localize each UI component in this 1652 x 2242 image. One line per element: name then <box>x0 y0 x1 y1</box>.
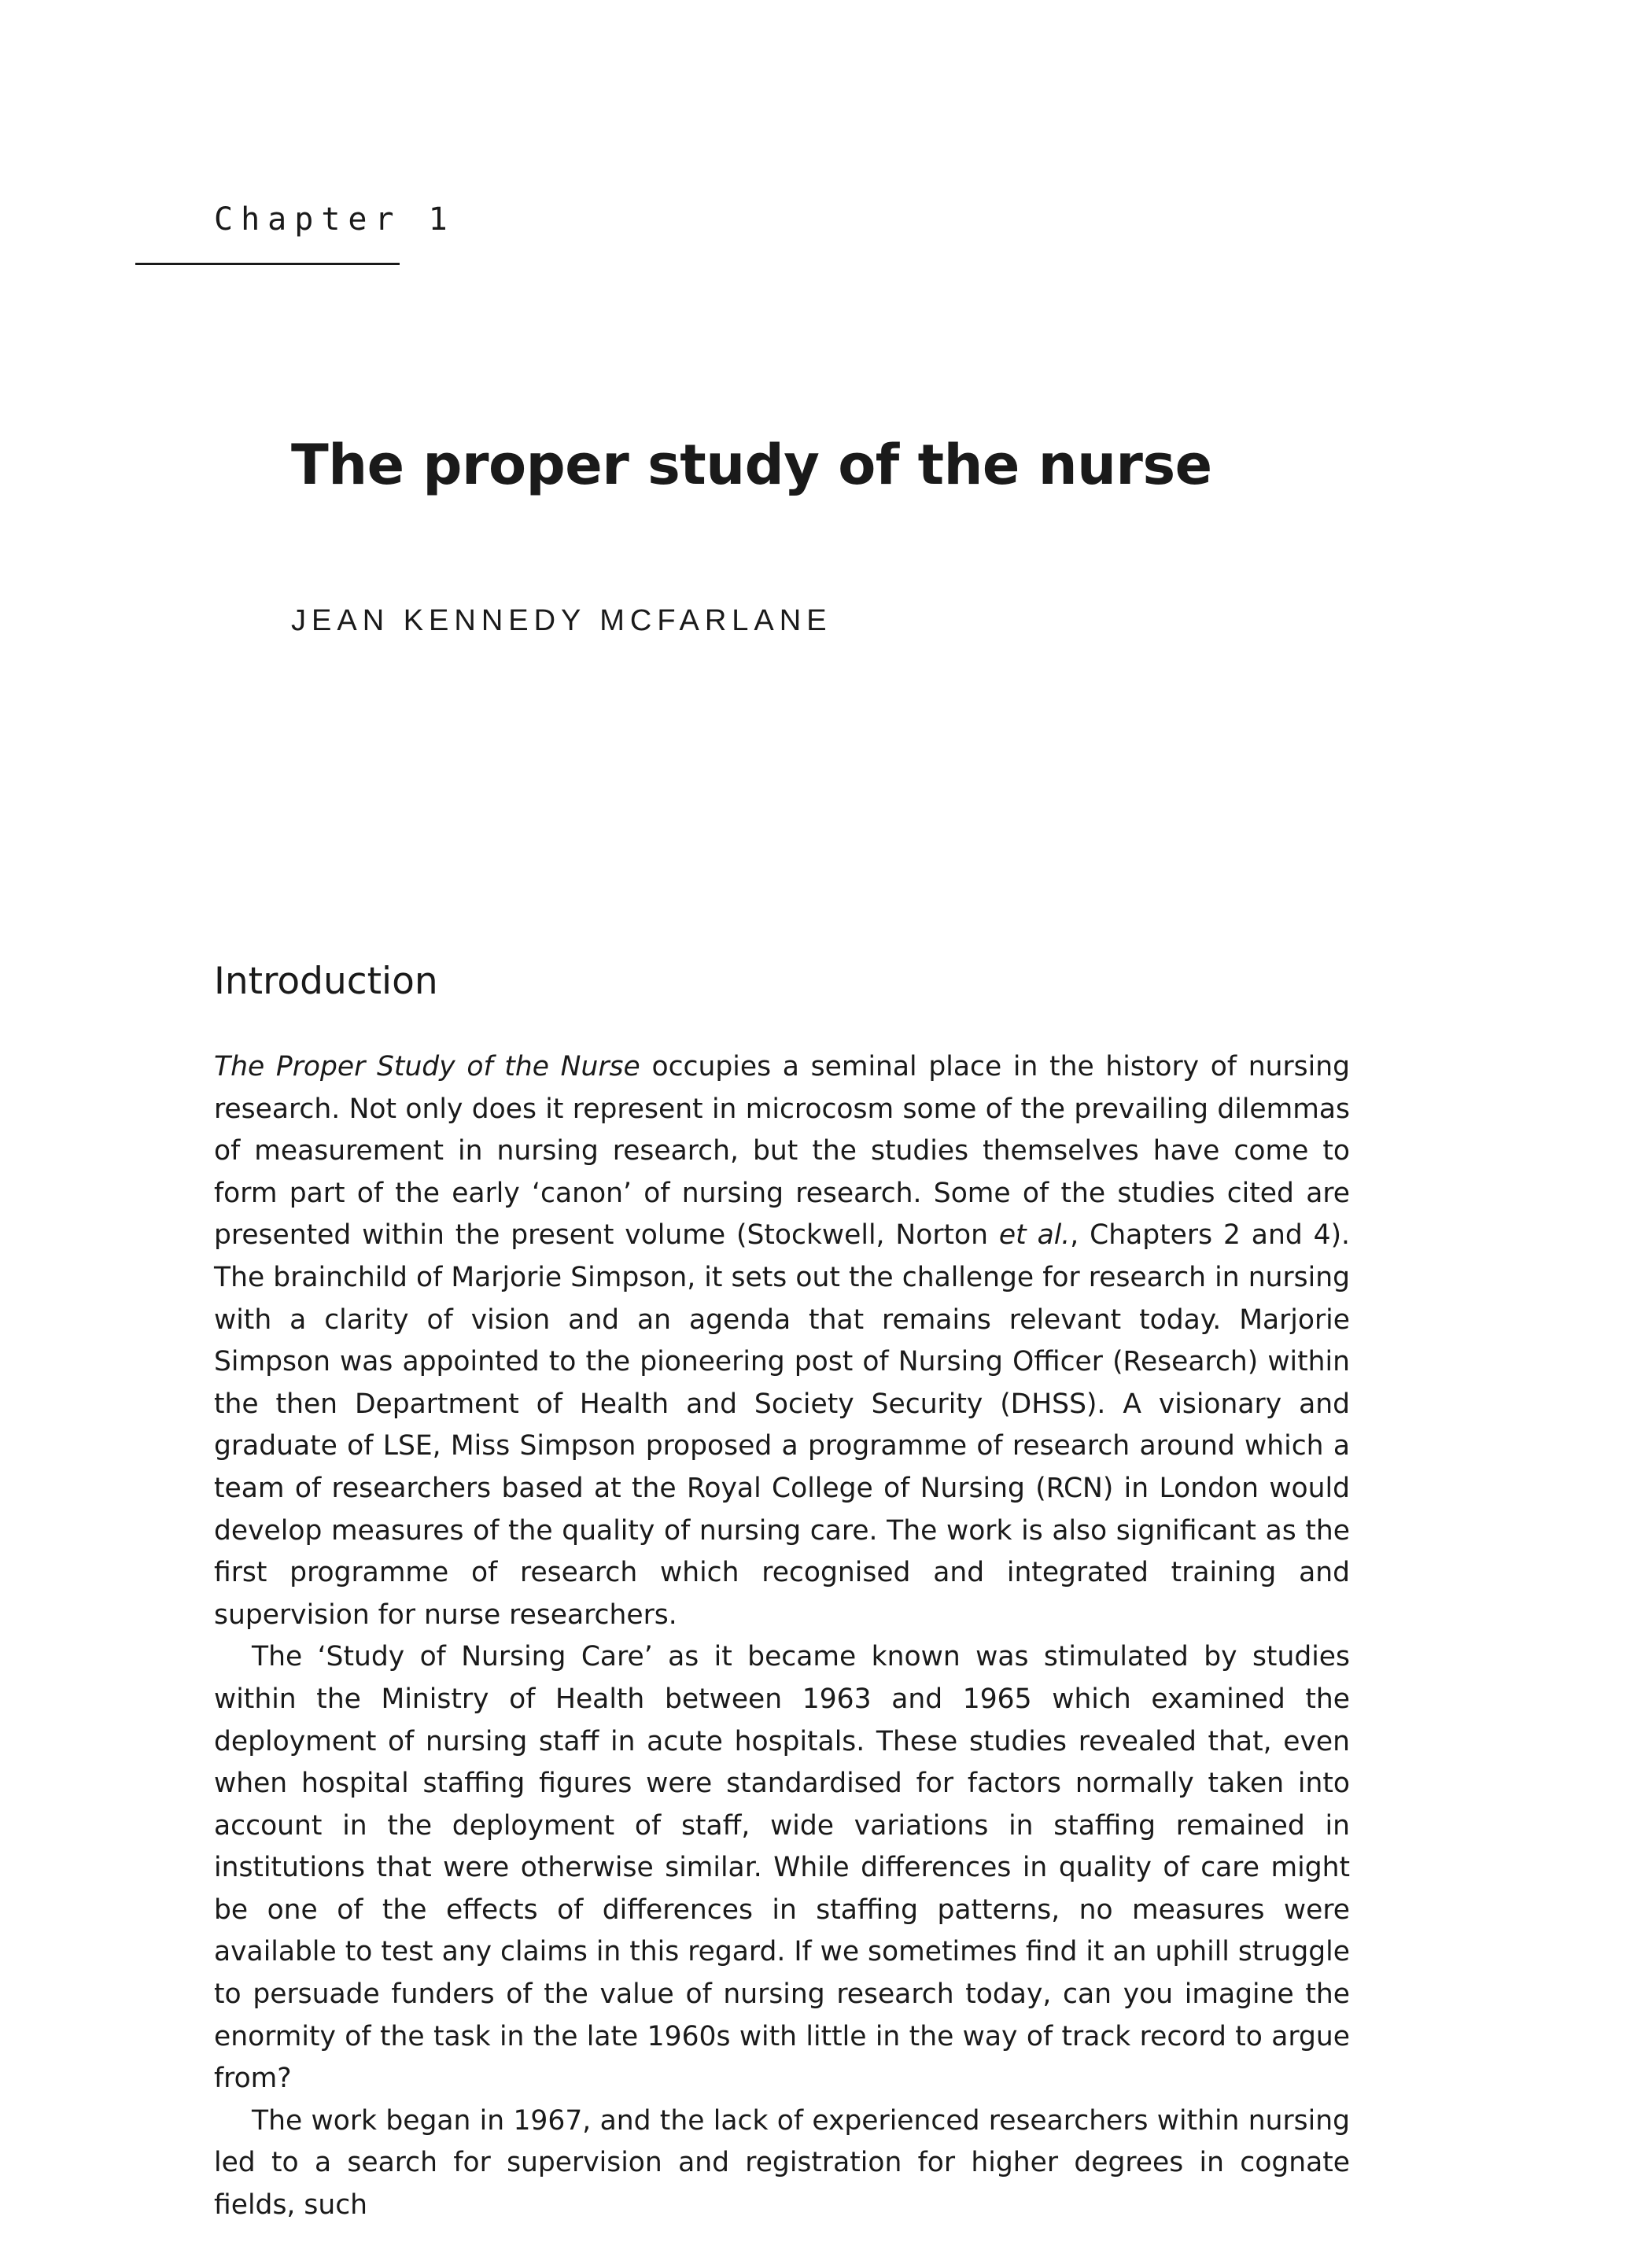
section-heading: Introduction <box>214 960 438 1003</box>
paragraph-1-text-b: , Chapters 2 and 4). The brainchild of Marjorie Simpson, it sets out the challenge for research in nursing with a clarity of vision and an agenda that remains relevant today. Marjorie Simpson was appointed to the pioneering post of Nursing Officer (Research) within the then Department of Health and Society Security (DHSS). A visionary and graduate of LSE, Miss Simpson proposed a programme of research around which a team of researchers based at the Royal College of Nursing (RCN) in London would develop measures of the quality of nursing care. The work is also significant as the first programme of research which recognised and integrated training and supervision for nurse researchers. <box>214 1219 1350 1631</box>
chapter-label: Chapter 1 <box>214 201 455 238</box>
book-title-italic: The Proper Study of the Nurse <box>214 1051 640 1082</box>
body-text <box>214 1046 1350 2227</box>
chapter-rule <box>135 263 400 265</box>
paragraph-1 <box>214 1046 1350 1636</box>
chapter-title: The proper study of the nurse <box>291 433 1212 497</box>
et-al-italic: et al. <box>998 1219 1071 1252</box>
paragraph-1-text-a: occupies a seminal place in the history of nursing research. Not only does it represent in microcosm some of the prevailing dilemmas of measurement in nursing research, but the studies themselves have come to form part of the early ‘canon’ of nursing research. Some of the studies cited are presented within the present volume (Stockwell, Norton <box>214 1051 1350 1252</box>
chapter-author: JEAN KENNEDY MCFARLANE <box>291 604 832 637</box>
paragraph-2: The ‘Study of Nursing Care’ as it became known was stimulated by studies within the Ministry of Health between 1963 and 1965 which examined the deployment of nursing staff in acute hospitals. These studies revealed that, even when hospital staffing figures were standardised for factors normally taken into account in the deployment of staff, wide variations in staffing remained in institutions that were otherwise similar. While differences in quality of care might be one of the effects of differences in staffing patterns, no measures were available to test any claims in this regard. If we sometimes find it an uphill struggle to persuade funders of the value of nursing research today, can you imagine the enormity of the task in the late 1960s with little in the way of track record to argue from? <box>214 1641 1350 2095</box>
paragraph-3: The work began in 1967, and the lack of experienced researchers within nursing led to a search for supervision and registration for higher degrees in cognate fields, such <box>214 2104 1350 2222</box>
